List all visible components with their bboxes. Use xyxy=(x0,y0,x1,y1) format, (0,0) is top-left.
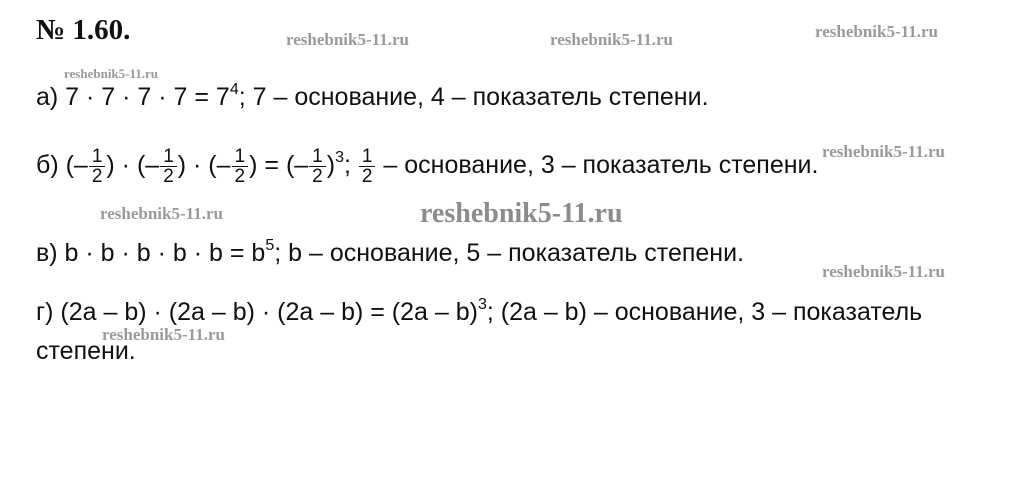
item-b-paren: ) xyxy=(326,151,336,180)
fraction-numerator: 1 xyxy=(359,147,376,167)
watermark: reshebnik5-11.ru xyxy=(822,262,945,281)
fraction-denominator: 2 xyxy=(361,166,373,187)
item-a xyxy=(36,82,709,110)
fraction-numerator: 1 xyxy=(309,147,326,167)
fraction-denominator: 2 xyxy=(312,166,323,187)
watermark: reshebnik5-11.ru xyxy=(100,204,223,223)
fraction xyxy=(89,147,106,186)
problem-number: № 1.60. xyxy=(36,14,131,46)
fraction-numerator: 1 xyxy=(232,147,249,167)
item-b-paren: ) = (– xyxy=(249,151,309,180)
item-d-expression: г) (2a – b) · (2a – b) · (2a – b) = (2a – b) xyxy=(36,298,478,326)
watermark: reshebnik5-11.ru xyxy=(420,198,623,229)
item-c-explanation: ; b – основание, 5 – показатель степени. xyxy=(274,239,745,267)
fraction-numerator: 1 xyxy=(160,147,177,167)
item-d xyxy=(36,297,922,325)
item-c-exponent: 5 xyxy=(265,237,275,254)
fraction xyxy=(309,147,326,186)
watermark: reshebnik5-11.ru xyxy=(550,30,673,49)
fraction-denominator: 2 xyxy=(163,166,174,187)
item-c-expression: в) b · b · b · b · b = b xyxy=(36,239,266,267)
item-d-explanation: ; (2a – b) – основание, 3 – показатель xyxy=(486,298,923,326)
fraction-denominator: 2 xyxy=(91,166,103,187)
item-a-exponent: 4 xyxy=(229,81,239,98)
item-b-label: б) xyxy=(36,151,66,180)
fraction xyxy=(232,147,249,186)
fraction-denominator: 2 xyxy=(234,166,246,187)
fraction xyxy=(160,147,177,186)
item-d-continuation: степени. xyxy=(36,337,136,365)
item-b-explanation: – основание, 3 – показатель степени. xyxy=(376,151,819,180)
watermark: reshebnik5-11.ru xyxy=(286,30,409,49)
watermark: reshebnik5-11.ru xyxy=(822,142,945,161)
watermark: reshebnik5-11.ru xyxy=(64,66,159,81)
item-b-separator: ; xyxy=(343,151,358,180)
item-a-expression: а) 7 · 7 · 7 · 7 = 7 xyxy=(36,83,230,111)
item-d-exponent: 3 xyxy=(477,296,487,313)
fraction-numerator: 1 xyxy=(89,147,106,167)
watermark: reshebnik5-11.ru xyxy=(815,22,938,41)
watermark: reshebnik5-11.ru xyxy=(102,325,225,344)
fraction xyxy=(359,147,376,186)
item-a-explanation: ; 7 – основание, 4 – показатель степени. xyxy=(238,83,709,111)
item-c xyxy=(36,238,744,266)
item-b-paren: ) · (– xyxy=(177,151,231,180)
item-b-exponent: 3 xyxy=(335,149,344,167)
item-b xyxy=(36,147,818,186)
item-b-paren: (– xyxy=(65,151,88,180)
item-b-paren: ) · (– xyxy=(106,151,160,180)
